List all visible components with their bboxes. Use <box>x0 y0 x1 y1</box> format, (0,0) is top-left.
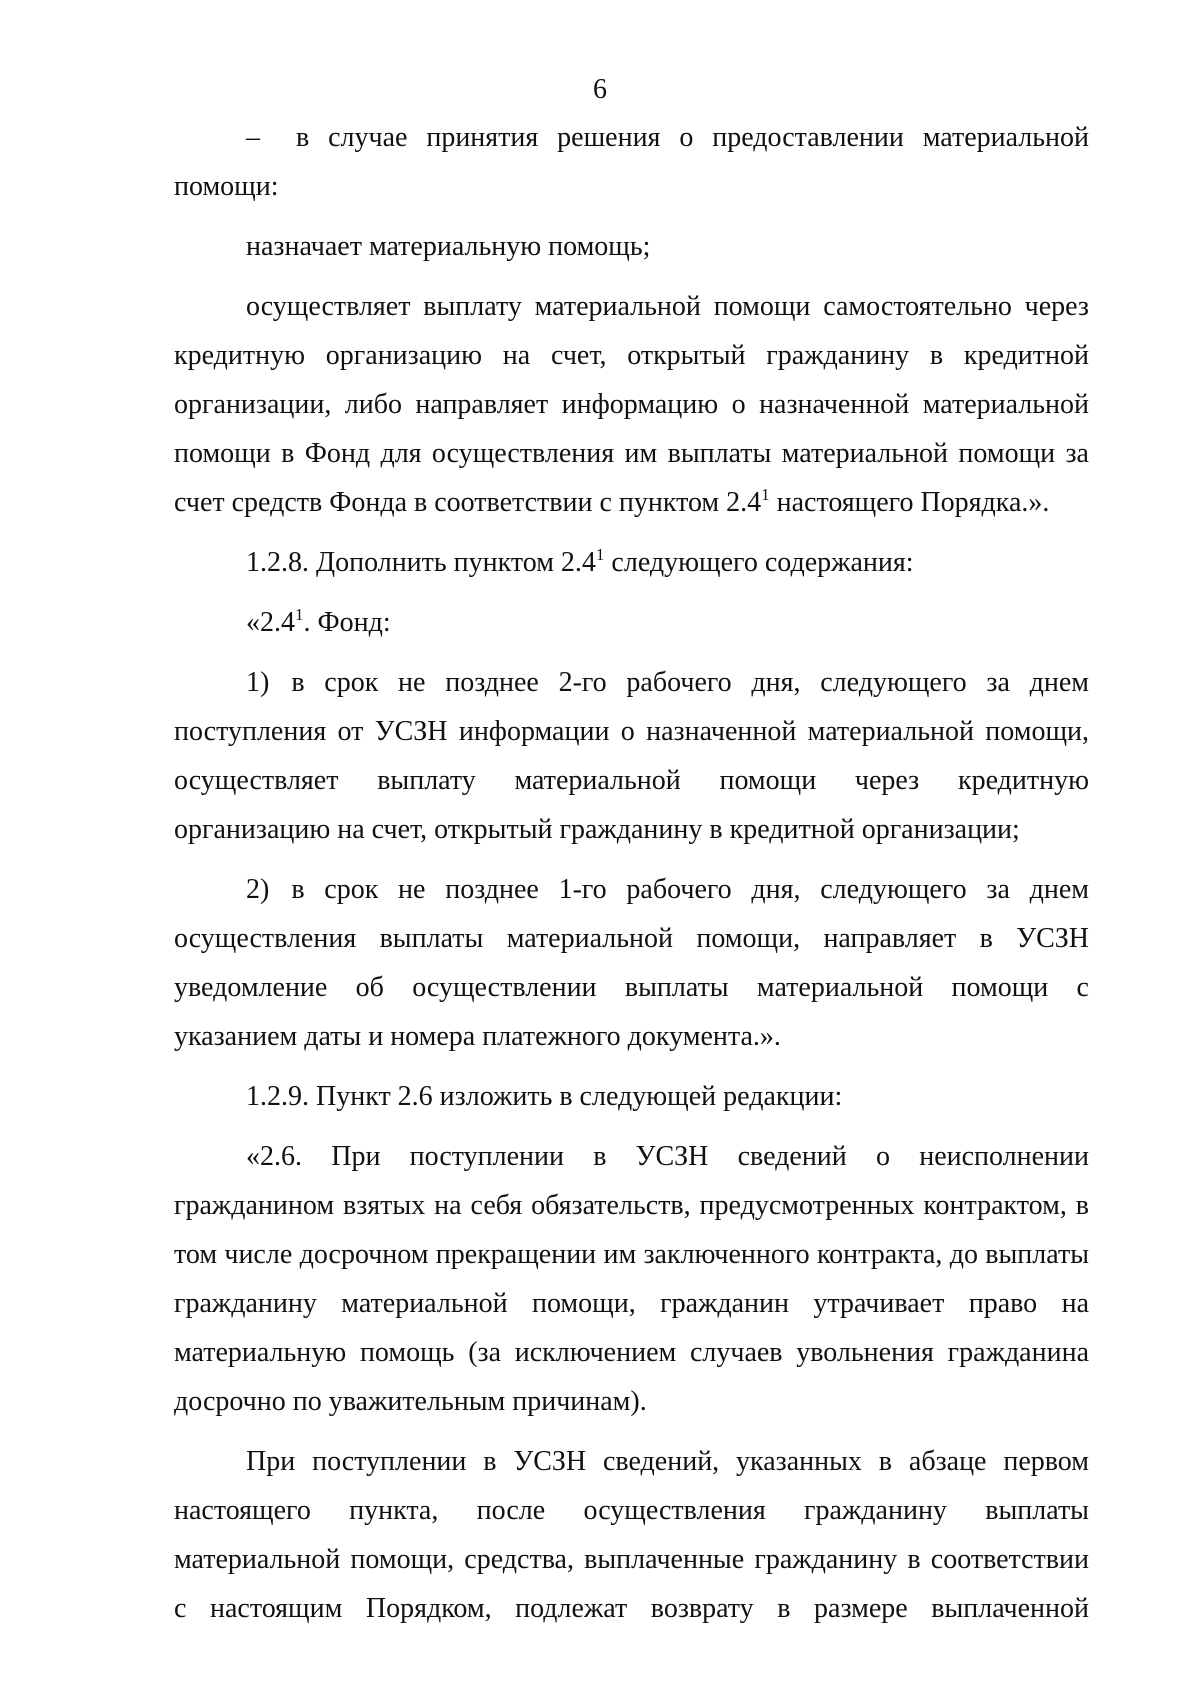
item-number: 2) <box>246 874 270 905</box>
paragraph-text-after: настоящего Порядка.». <box>769 487 1050 518</box>
paragraph-refund <box>174 1437 1089 1633</box>
paragraph-decision-case <box>174 113 1089 211</box>
paragraph-text: При поступлении в УСЗН сведений, указанных в абзаце первом настоящего пункта, после осуществления гражданину выплаты материальной помощи, средства, выплаченные гражданину в соответствии с настоящим Порядком, подлежат возврату в размере выплаченной <box>174 1446 1089 1624</box>
paragraph-text: «2.6. При поступлении в УСЗН сведений о неисполнении гражданином взятых на себя обязательств, предусмотренных контрактом, в том числе досрочном прекращении им заключенного контракта, до выплаты гражданину материальной помощи, гражданин утрачивает право на материальную помощь (за исключением случаев увольнения гражданина досрочно по уважительным причинам). <box>174 1141 1089 1417</box>
paragraph-text: 1.2.9. Пункт 2.6 изложить в следующей редакции: <box>246 1081 843 1112</box>
paragraph-text: в случае принятия решения о предоставлении материальной помощи: <box>174 122 1089 202</box>
superscript-marker: 1 <box>595 544 605 564</box>
paragraph-item-1 <box>174 658 1089 854</box>
dash-marker: – <box>246 122 260 153</box>
paragraph-text: в срок не позднее 1-го рабочего дня, следующего за днем осуществления выплаты материальной помощи, направляет в УСЗН уведомление об осуществлении выплаты материальной помощи с указанием даты и номера платежного документа.». <box>174 874 1089 1052</box>
paragraph-2-4-1-heading <box>174 598 1089 647</box>
paragraph-assigns-aid <box>174 222 1089 271</box>
superscript-marker: 1 <box>295 604 304 624</box>
item-number: 1) <box>246 667 270 698</box>
superscript-marker: 1 <box>761 484 770 504</box>
paragraph-text: назначает материальную помощь; <box>246 231 651 262</box>
document-body <box>174 113 1089 1633</box>
paragraph-1-2-9 <box>174 1072 1089 1121</box>
paragraph-text: «2.4 <box>246 607 295 638</box>
paragraph-item-2 <box>174 865 1089 1061</box>
paragraph-text: в срок не позднее 2-го рабочего дня, следующего за днем поступления от УСЗН информации о назначенной материальной помощи, осуществляет выплату материальной помощи через кредитную организацию на счет, открытый гражданину в кредитной организации; <box>174 667 1089 845</box>
paragraph-payment <box>174 282 1089 527</box>
paragraph-text: осуществляет выплату материальной помощи самостоятельно через кредитную организацию на счет, открытый гражданину в кредитной организации, либо направляет информацию о назначенной материальной помощи в Фонд для осуществления им выплаты материальной помощи за счет средств Фонда в соответствии с пунктом 2.4 <box>174 291 1089 518</box>
paragraph-text-after: следующего содержания: <box>604 547 914 578</box>
paragraph-text: 1.2.8. Дополнить пунктом 2.4 <box>246 547 596 578</box>
paragraph-1-2-8 <box>174 538 1089 587</box>
paragraph-text-after: . Фонд: <box>303 607 391 638</box>
paragraph-2-6 <box>174 1132 1089 1426</box>
page-number: 6 <box>593 74 607 105</box>
